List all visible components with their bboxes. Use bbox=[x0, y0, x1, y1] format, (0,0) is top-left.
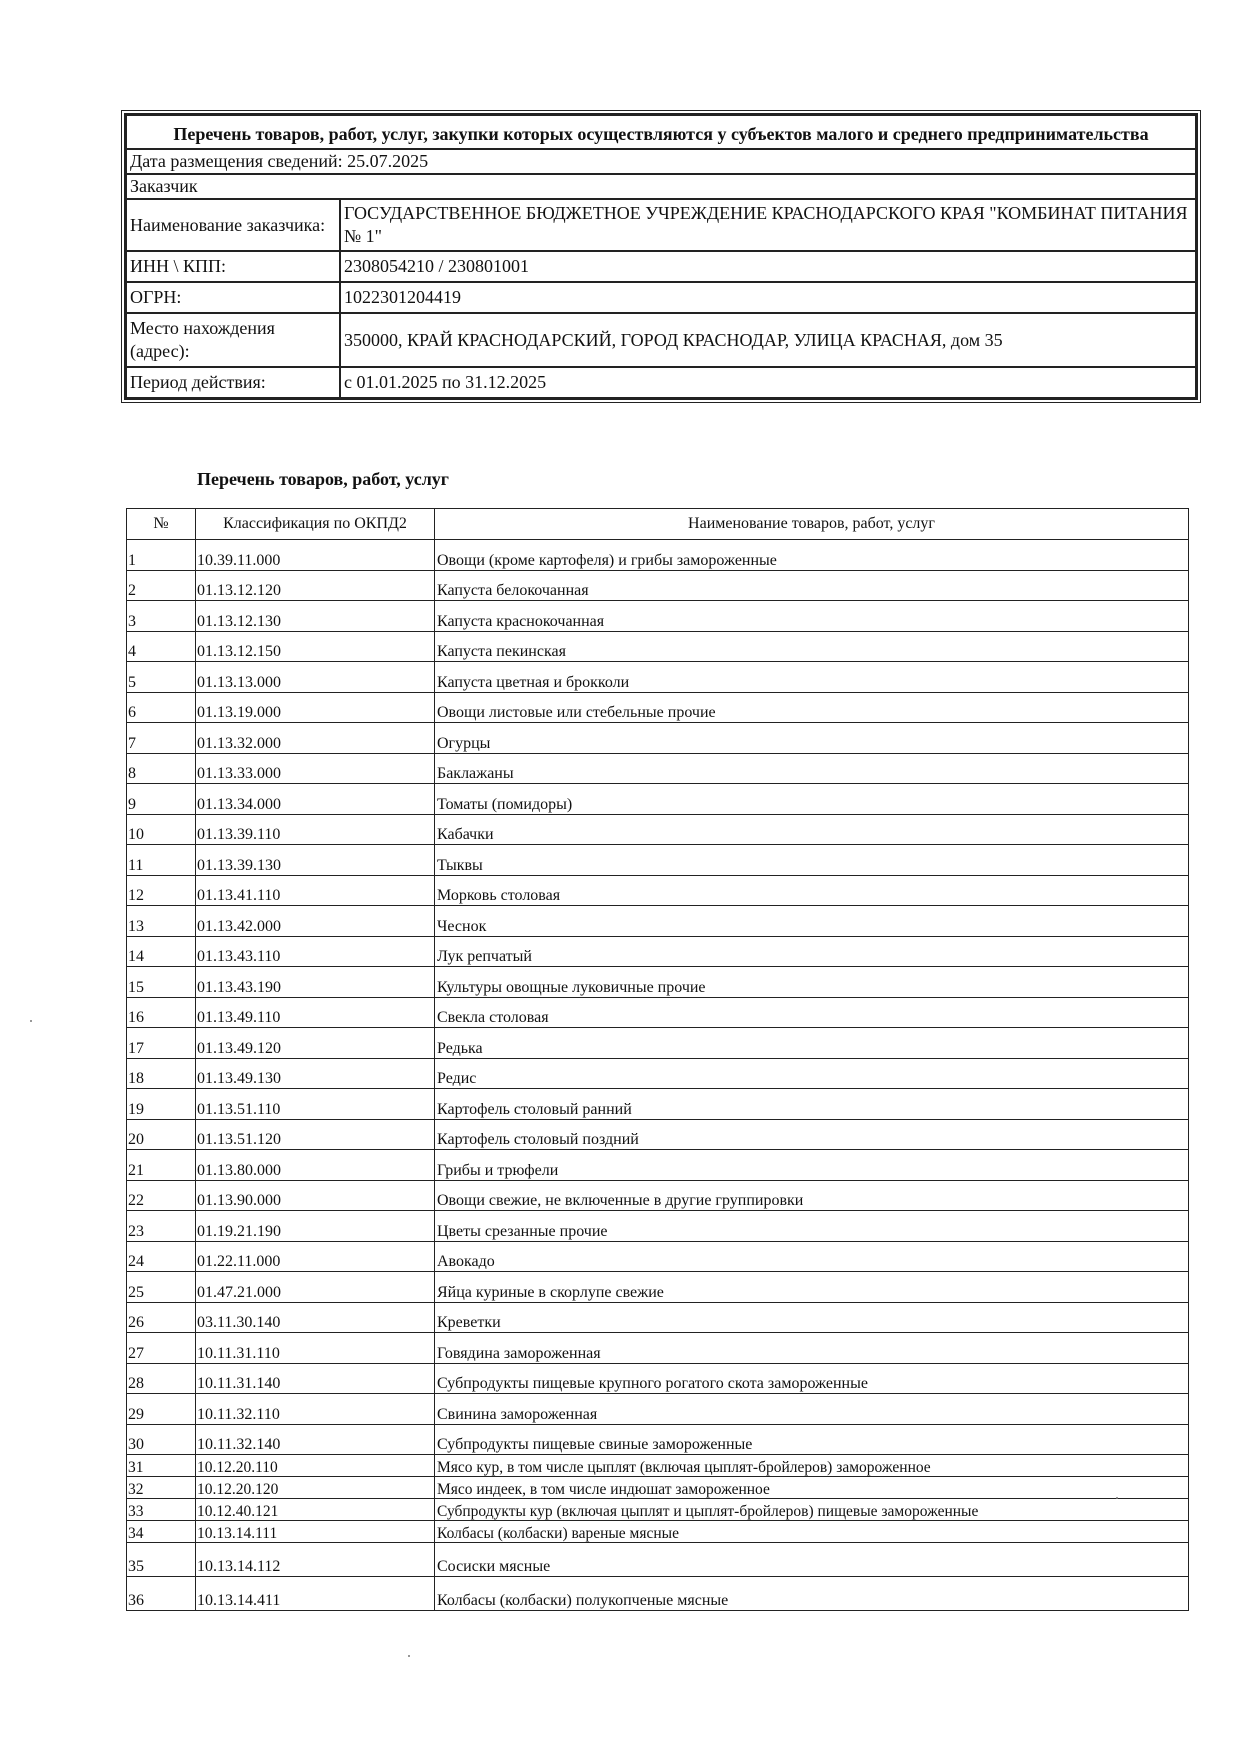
row-item-name: Субпродукты пищевые крупного рогатого скота замороженные bbox=[435, 1363, 1189, 1394]
row-number: 31 bbox=[127, 1455, 196, 1477]
row-okpd2-code: 10.13.14.411 bbox=[196, 1577, 435, 1611]
row-okpd2-code: 01.13.41.110 bbox=[196, 875, 435, 906]
row-item-name: Капуста пекинская bbox=[435, 631, 1189, 662]
table-row bbox=[127, 1477, 1189, 1499]
row-item-name: Редька bbox=[435, 1028, 1189, 1059]
row-okpd2-code: 01.13.43.190 bbox=[196, 967, 435, 998]
table-row bbox=[127, 631, 1189, 662]
row-okpd2-code: 01.13.33.000 bbox=[196, 753, 435, 784]
row-okpd2-code: 01.19.21.190 bbox=[196, 1211, 435, 1242]
row-number: 20 bbox=[127, 1119, 196, 1150]
row-item-name: Субпродукты пищевые свиные замороженные bbox=[435, 1424, 1189, 1455]
row-okpd2-code: 10.11.31.110 bbox=[196, 1333, 435, 1364]
field-value: 350000, КРАЙ КРАСНОДАРСКИЙ, ГОРОД КРАСНОДАР, УЛИЦА КРАСНАЯ, дом 35 bbox=[340, 313, 1196, 367]
scan-speck bbox=[30, 1020, 32, 1022]
row-number: 12 bbox=[127, 875, 196, 906]
row-okpd2-code: 10.12.40.121 bbox=[196, 1499, 435, 1521]
table-row bbox=[127, 1211, 1189, 1242]
table-row bbox=[127, 1058, 1189, 1089]
table-row bbox=[127, 845, 1189, 876]
row-number: 35 bbox=[127, 1543, 196, 1577]
row-okpd2-code: 01.13.39.110 bbox=[196, 814, 435, 845]
row-number: 16 bbox=[127, 997, 196, 1028]
table-row bbox=[127, 1119, 1189, 1150]
row-number: 11 bbox=[127, 845, 196, 876]
table-row bbox=[127, 814, 1189, 845]
goods-table bbox=[126, 508, 1189, 1611]
row-number: 30 bbox=[127, 1424, 196, 1455]
row-item-name: Цветы срезанные прочие bbox=[435, 1211, 1189, 1242]
row-number: 33 bbox=[127, 1499, 196, 1521]
row-okpd2-code: 01.13.12.150 bbox=[196, 631, 435, 662]
table-row bbox=[127, 540, 1189, 571]
table-row bbox=[127, 1499, 1189, 1521]
list-title: Перечень товаров, работ, услуг bbox=[197, 469, 449, 489]
row-okpd2-code: 01.13.42.000 bbox=[196, 906, 435, 937]
row-okpd2-code: 01.13.43.110 bbox=[196, 936, 435, 967]
field-label: Период действия: bbox=[126, 367, 340, 398]
field-customer-name bbox=[126, 199, 1196, 251]
row-okpd2-code: 01.13.49.120 bbox=[196, 1028, 435, 1059]
row-number: 18 bbox=[127, 1058, 196, 1089]
row-number: 1 bbox=[127, 540, 196, 571]
row-number: 27 bbox=[127, 1333, 196, 1364]
row-item-name: Овощи листовые или стебельные прочие bbox=[435, 692, 1189, 723]
row-item-name: Морковь столовая bbox=[435, 875, 1189, 906]
row-item-name: Баклажаны bbox=[435, 753, 1189, 784]
customer-info-table bbox=[124, 113, 1198, 400]
document-title: Перечень товаров, работ, услуг, закупки которых осуществляются у субъектов малого и среднего предпринимательства bbox=[126, 115, 1196, 149]
row-item-name: Свекла столовая bbox=[435, 997, 1189, 1028]
table-row bbox=[127, 875, 1189, 906]
table-row bbox=[127, 662, 1189, 693]
table-row bbox=[127, 936, 1189, 967]
row-okpd2-code: 10.11.32.140 bbox=[196, 1424, 435, 1455]
table-row bbox=[127, 967, 1189, 998]
column-header-number: № bbox=[127, 509, 196, 540]
table-row bbox=[127, 753, 1189, 784]
row-item-name: Мясо индеек, в том числе индюшат замороженное bbox=[435, 1477, 1189, 1499]
table-row bbox=[127, 1543, 1189, 1577]
row-okpd2-code: 01.47.21.000 bbox=[196, 1272, 435, 1303]
row-item-name: Мясо кур, в том числе цыплят (включая цыплят-бройлеров) замороженное bbox=[435, 1455, 1189, 1477]
table-row bbox=[127, 1150, 1189, 1181]
table-row bbox=[127, 1028, 1189, 1059]
row-okpd2-code: 01.13.13.000 bbox=[196, 662, 435, 693]
row-number: 8 bbox=[127, 753, 196, 784]
row-item-name: Креветки bbox=[435, 1302, 1189, 1333]
row-item-name: Чеснок bbox=[435, 906, 1189, 937]
field-label: Место нахождения (адрес): bbox=[126, 313, 340, 367]
row-number: 5 bbox=[127, 662, 196, 693]
row-item-name: Капуста краснокочанная bbox=[435, 601, 1189, 632]
row-number: 25 bbox=[127, 1272, 196, 1303]
table-row bbox=[127, 1577, 1189, 1611]
row-number: 24 bbox=[127, 1241, 196, 1272]
table-row bbox=[127, 1521, 1189, 1543]
row-okpd2-code: 01.13.39.130 bbox=[196, 845, 435, 876]
publication-date: Дата размещения сведений: 25.07.2025 bbox=[126, 149, 1196, 174]
field-value: ГОСУДАРСТВЕННОЕ БЮДЖЕТНОЕ УЧРЕЖДЕНИЕ КРАСНОДАРСКОГО КРАЯ "КОМБИНАТ ПИТАНИЯ № 1" bbox=[340, 199, 1196, 251]
row-item-name: Грибы и трюфели bbox=[435, 1150, 1189, 1181]
row-okpd2-code: 10.12.20.120 bbox=[196, 1477, 435, 1499]
row-number: 13 bbox=[127, 906, 196, 937]
row-number: 36 bbox=[127, 1577, 196, 1611]
row-number: 17 bbox=[127, 1028, 196, 1059]
field-label: ИНН \ КПП: bbox=[126, 251, 340, 282]
table-row bbox=[127, 784, 1189, 815]
table-row bbox=[127, 1302, 1189, 1333]
row-item-name: Культуры овощные луковичные прочие bbox=[435, 967, 1189, 998]
table-row bbox=[127, 1424, 1189, 1455]
row-item-name: Капуста белокочанная bbox=[435, 570, 1189, 601]
row-okpd2-code: 01.13.80.000 bbox=[196, 1150, 435, 1181]
row-number: 23 bbox=[127, 1211, 196, 1242]
row-okpd2-code: 01.13.90.000 bbox=[196, 1180, 435, 1211]
field-label: Наименование заказчика: bbox=[126, 199, 340, 251]
row-okpd2-code: 01.13.51.110 bbox=[196, 1089, 435, 1120]
row-item-name: Свинина замороженная bbox=[435, 1394, 1189, 1425]
scan-speck bbox=[408, 1655, 410, 1657]
row-item-name: Овощи свежие, не включенные в другие группировки bbox=[435, 1180, 1189, 1211]
row-number: 14 bbox=[127, 936, 196, 967]
row-okpd2-code: 01.13.49.130 bbox=[196, 1058, 435, 1089]
table-body bbox=[127, 540, 1189, 1611]
row-number: 7 bbox=[127, 723, 196, 754]
customer-heading: Заказчик bbox=[126, 174, 1196, 199]
field-address bbox=[126, 313, 1196, 367]
table-row bbox=[127, 906, 1189, 937]
row-item-name: Томаты (помидоры) bbox=[435, 784, 1189, 815]
row-item-name: Колбасы (колбаски) полукопченые мясные bbox=[435, 1577, 1189, 1611]
row-item-name: Авокадо bbox=[435, 1241, 1189, 1272]
row-number: 32 bbox=[127, 1477, 196, 1499]
field-value: с 01.01.2025 по 31.12.2025 bbox=[340, 367, 1196, 398]
row-number: 4 bbox=[127, 631, 196, 662]
table-row bbox=[127, 997, 1189, 1028]
field-period bbox=[126, 367, 1196, 398]
row-okpd2-code: 10.11.31.140 bbox=[196, 1363, 435, 1394]
row-item-name: Говядина замороженная bbox=[435, 1333, 1189, 1364]
row-item-name: Капуста цветная и брокколи bbox=[435, 662, 1189, 693]
row-number: 26 bbox=[127, 1302, 196, 1333]
table-row bbox=[127, 692, 1189, 723]
row-item-name: Тыквы bbox=[435, 845, 1189, 876]
row-okpd2-code: 10.11.32.110 bbox=[196, 1394, 435, 1425]
row-okpd2-code: 01.13.19.000 bbox=[196, 692, 435, 723]
table-row bbox=[127, 1394, 1189, 1425]
row-okpd2-code: 03.11.30.140 bbox=[196, 1302, 435, 1333]
table-row bbox=[127, 570, 1189, 601]
row-item-name: Кабачки bbox=[435, 814, 1189, 845]
row-item-name: Яйца куриные в скорлупе свежие bbox=[435, 1272, 1189, 1303]
row-okpd2-code: 01.22.11.000 bbox=[196, 1241, 435, 1272]
row-okpd2-code: 01.13.12.130 bbox=[196, 601, 435, 632]
table-row bbox=[127, 1455, 1189, 1477]
row-number: 29 bbox=[127, 1394, 196, 1425]
row-item-name: Лук репчатый bbox=[435, 936, 1189, 967]
row-item-name: Редис bbox=[435, 1058, 1189, 1089]
row-okpd2-code: 01.13.12.120 bbox=[196, 570, 435, 601]
row-number: 2 bbox=[127, 570, 196, 601]
row-item-name: Овощи (кроме картофеля) и грибы замороженные bbox=[435, 540, 1189, 571]
row-number: 9 bbox=[127, 784, 196, 815]
row-number: 15 bbox=[127, 967, 196, 998]
row-number: 6 bbox=[127, 692, 196, 723]
table-row bbox=[127, 1089, 1189, 1120]
table-row bbox=[127, 601, 1189, 632]
row-number: 3 bbox=[127, 601, 196, 632]
row-okpd2-code: 10.12.20.110 bbox=[196, 1455, 435, 1477]
row-item-name: Огурцы bbox=[435, 723, 1189, 754]
row-number: 19 bbox=[127, 1089, 196, 1120]
row-okpd2-code: 01.13.32.000 bbox=[196, 723, 435, 754]
table-row bbox=[127, 1180, 1189, 1211]
row-okpd2-code: 10.13.14.111 bbox=[196, 1521, 435, 1543]
row-okpd2-code: 01.13.51.120 bbox=[196, 1119, 435, 1150]
table-row bbox=[127, 1241, 1189, 1272]
field-ogrn bbox=[126, 282, 1196, 313]
column-header-name: Наименование товаров, работ, услуг bbox=[435, 509, 1189, 540]
row-okpd2-code: 01.13.49.110 bbox=[196, 997, 435, 1028]
field-inn-kpp bbox=[126, 251, 1196, 282]
field-label: ОГРН: bbox=[126, 282, 340, 313]
row-item-name: Сосиски мясные bbox=[435, 1543, 1189, 1577]
row-number: 21 bbox=[127, 1150, 196, 1181]
table-row bbox=[127, 1363, 1189, 1394]
row-number: 34 bbox=[127, 1521, 196, 1543]
row-okpd2-code: 10.13.14.112 bbox=[196, 1543, 435, 1577]
row-item-name: Субпродукты кур (включая цыплят и цыплят-бройлеров) пищевые замороженные bbox=[435, 1499, 1189, 1521]
column-header-okpd2: Классификация по ОКПД2 bbox=[196, 509, 435, 540]
scan-speck bbox=[1116, 1497, 1118, 1499]
field-value: 2308054210 / 230801001 bbox=[340, 251, 1196, 282]
table-row bbox=[127, 1333, 1189, 1364]
row-item-name: Картофель столовый поздний bbox=[435, 1119, 1189, 1150]
row-okpd2-code: 01.13.34.000 bbox=[196, 784, 435, 815]
field-value: 1022301204419 bbox=[340, 282, 1196, 313]
row-okpd2-code: 10.39.11.000 bbox=[196, 540, 435, 571]
row-number: 22 bbox=[127, 1180, 196, 1211]
row-number: 28 bbox=[127, 1363, 196, 1394]
row-item-name: Картофель столовый ранний bbox=[435, 1089, 1189, 1120]
table-row bbox=[127, 1272, 1189, 1303]
table-row bbox=[127, 723, 1189, 754]
row-number: 10 bbox=[127, 814, 196, 845]
row-item-name: Колбасы (колбаски) вареные мясные bbox=[435, 1521, 1189, 1543]
table-header-row bbox=[127, 509, 1189, 540]
